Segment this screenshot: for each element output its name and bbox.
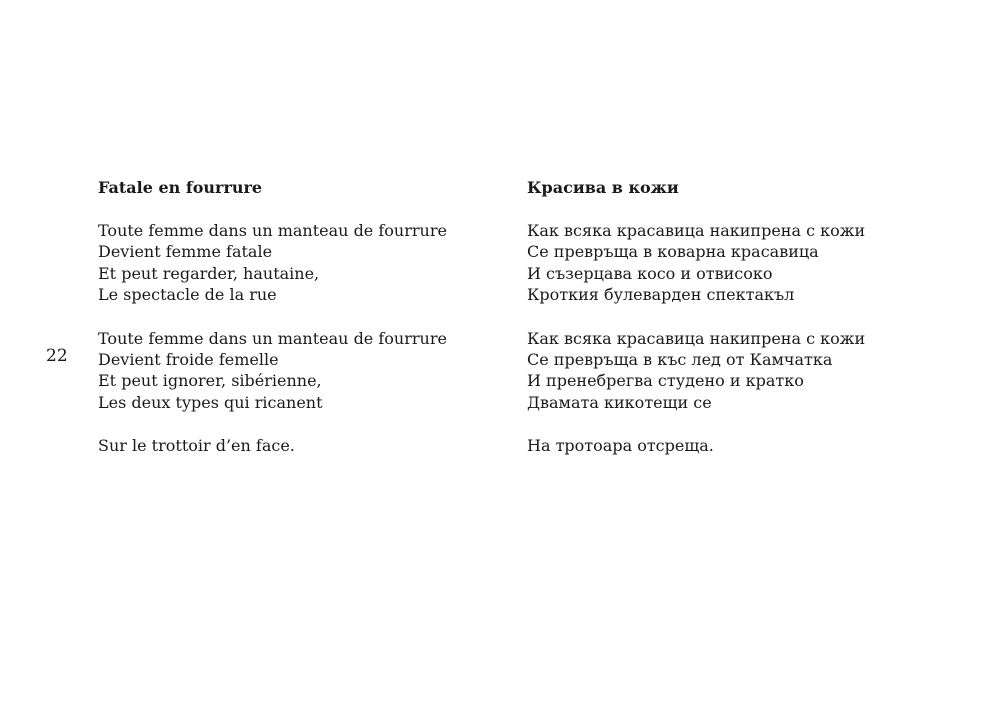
poem-line: Как всяка красавица накипрена с кожи — [527, 221, 866, 240]
bulgarian-stanza-3 — [527, 435, 947, 456]
bulgarian-poem — [527, 177, 947, 457]
poem-line: Les deux types qui ricanent — [98, 392, 323, 412]
poem-line: Toute femme dans un manteau de fourrure — [98, 221, 447, 240]
poem-line: Et peut ignorer, sibérienne, — [98, 371, 322, 391]
bulgarian-stanza-2 — [527, 328, 947, 414]
french-stanza-1 — [98, 220, 518, 306]
poem-line: Et peut regarder, hautaine, — [98, 263, 320, 283]
poem-line: Devient femme fatale — [98, 242, 273, 262]
page-number: 22 — [46, 346, 68, 366]
poem-line: И пренебрегва студено и кратко — [527, 371, 804, 391]
bulgarian-poem-title: Красива в кожи — [527, 178, 679, 197]
poem-line: И съзерцава косо и отвисоко — [527, 263, 773, 283]
french-poem — [98, 177, 518, 457]
poem-line: Le spectacle de la rue — [98, 285, 277, 305]
poem-line: Се превръща в коварна красавица — [527, 242, 819, 262]
poem-line: Devient froide femelle — [98, 349, 279, 369]
french-poem-title: Fatale en fourrure — [98, 178, 263, 197]
poem-line: Sur le trottoir d’en face. — [98, 436, 295, 456]
french-stanza-2 — [98, 328, 518, 414]
bulgarian-stanza-1 — [527, 220, 947, 306]
poem-line: На тротоара отсреща. — [527, 436, 714, 456]
poem-line: Се превръща в къс лед от Камчатка — [527, 349, 833, 369]
poem-line: Как всяка красавица накипрена с кожи — [527, 328, 866, 348]
poem-line: Toute femme dans un manteau de fourrure — [98, 328, 447, 348]
poem-line: Двамата кикотещи се — [527, 392, 712, 412]
french-stanza-3 — [98, 435, 518, 456]
poem-line: Кроткия булеварден спектакъл — [527, 285, 795, 305]
